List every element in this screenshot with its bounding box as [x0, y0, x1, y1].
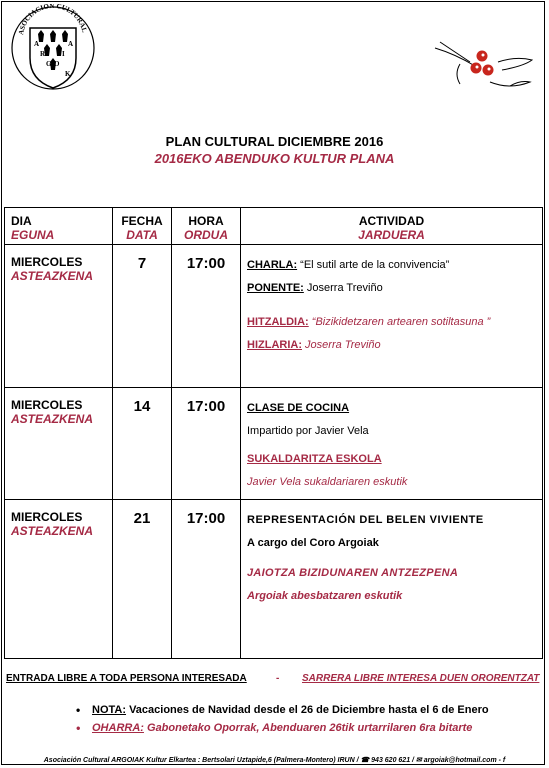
activity-cell: REPRESENTACIÓN DEL BELEN VIVIENTE A cargo del Coro Argoiak JAIOTZA BIZIDUNAREN ANTZEZPENA Argoiak abesbatzaren eskutik: [241, 500, 543, 659]
date-cell: 7: [113, 245, 172, 388]
svg-text:A: A: [34, 40, 40, 48]
notes-list: [76, 704, 489, 740]
table-row: [5, 500, 543, 659]
svg-text:K: K: [65, 70, 71, 78]
argoiak-logo: [10, 4, 96, 92]
activity-cell: CLASE DE COCINA Impartido por Javier Vela SUKALDARITZA ESKOLA Javier Vela sukaldariaren eskutik: [241, 388, 543, 500]
header-dia: DIA EGUNA: [5, 208, 113, 245]
oharra-item: • OHARRA: Gabonetako Oporrak, Abenduaren 26tik urtarrilaren 6ra bitarte: [76, 722, 489, 734]
time-cell: 17:00: [172, 245, 241, 388]
svg-text:ASOCIACION CULTURAL: ASOCIACION CULTURAL: [17, 4, 89, 36]
time-cell: 17:00: [172, 500, 241, 659]
entrada-es: ENTRADA LIBRE A TODA PERSONA INTERESADA: [6, 673, 247, 684]
entrada-separator: -: [276, 673, 280, 684]
svg-text:O: O: [54, 60, 60, 68]
schedule-table: [4, 207, 543, 659]
time-cell: 17:00: [172, 388, 241, 500]
title-spanish: PLAN CULTURAL DICIEMBRE 2016: [165, 134, 384, 149]
table-row: [5, 388, 543, 500]
svg-text:G: G: [46, 60, 52, 68]
nota-item: • NOTA: Vacaciones de Navidad desde el 26 de Diciembre hasta el 6 de Enero: [76, 704, 489, 716]
day-cell: MIERCOLES ASTEAZKENA: [5, 245, 113, 388]
svg-text:A: A: [68, 40, 74, 48]
header-hora: HORA ORDUA: [172, 208, 241, 245]
title-basque: 2016EKO ABENDUKO KULTUR PLANA: [154, 151, 395, 166]
entrada-eu: SARRERA LIBRE INTERESA DUEN ORORENTZAT: [302, 673, 540, 684]
day-cell: MIERCOLES ASTEAZKENA: [5, 388, 113, 500]
activity-cell: CHARLA: “El sutil arte de la convivencia” PONENTE: Joserra Treviño HITZALDIA: “Bizikidetzaren artearen sotiltasuna ” HIZLARIA: Joserra Treviño: [241, 245, 543, 388]
table-header-row: [5, 208, 543, 245]
svg-text:I: I: [62, 50, 65, 58]
svg-text:R: R: [40, 50, 46, 58]
day-cell: MIERCOLES ASTEAZKENA: [5, 500, 113, 659]
holly-decoration: [430, 40, 535, 95]
contact-footer: Asociación Cultural ARGOIAK Kultur Elkartea : Bertsolari Uztapide,6 (Palmera-Montero) IRUN / ☎ 943 620 621 / ✉ argoiak@hotmail.com - f: [43, 757, 506, 764]
date-cell: 14: [113, 388, 172, 500]
table-row: [5, 245, 543, 388]
header-actividad: ACTIVIDAD JARDUERA: [241, 208, 543, 245]
date-cell: 21: [113, 500, 172, 659]
header-fecha: FECHA DATA: [113, 208, 172, 245]
